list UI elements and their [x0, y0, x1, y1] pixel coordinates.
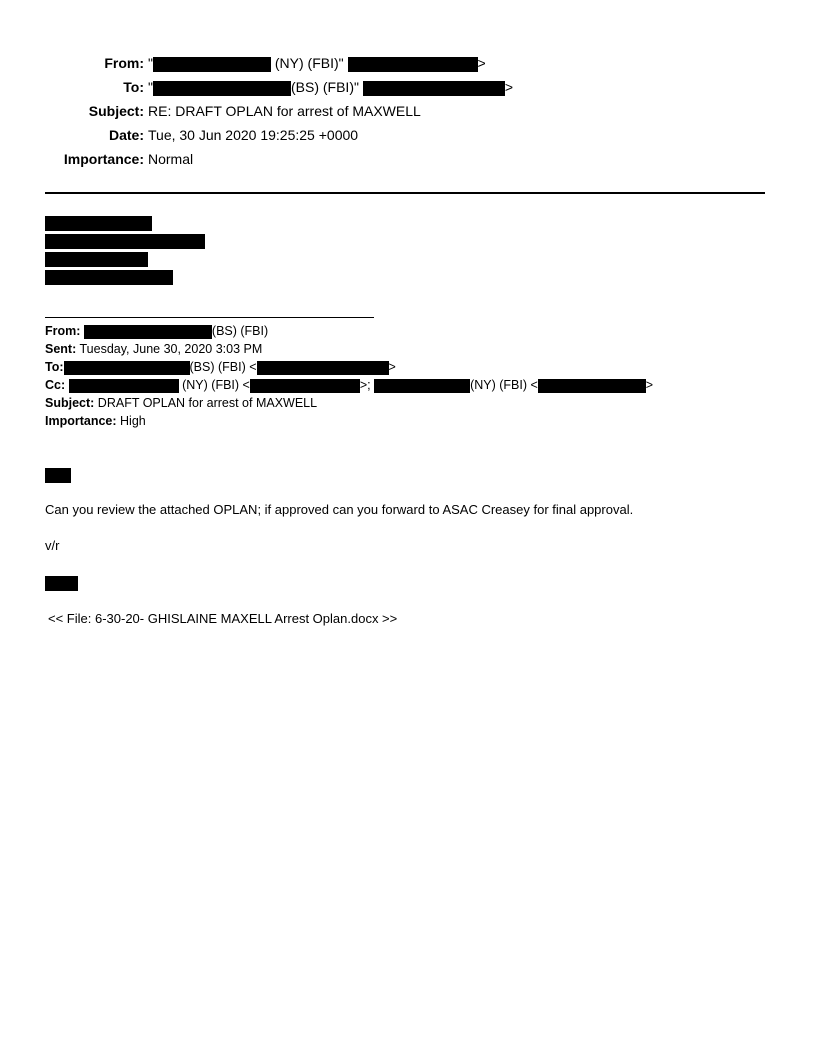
message-signoff: v/r: [45, 538, 60, 553]
importance-value: Normal: [148, 151, 194, 167]
orig-importance-row: Importance: High: [45, 414, 146, 428]
header-divider: [45, 192, 765, 194]
redaction-box: [69, 379, 179, 393]
redaction-box: [45, 576, 78, 591]
redaction-box: [45, 234, 205, 249]
to-value: " (BS) (FBI)" >: [148, 79, 514, 95]
redaction-box: [538, 379, 646, 393]
attachment-reference: << File: 6-30-20- GHISLAINE MAXELL Arrest Oplan.docx >>: [48, 611, 398, 626]
redaction-box: [374, 379, 470, 393]
header-from-row: [0, 52, 760, 74]
message-body: Can you review the attached OPLAN; if approved can you forward to ASAC Creasey for final approval.: [45, 502, 634, 517]
original-message-header: [45, 322, 653, 430]
from-label: From:: [104, 55, 144, 71]
redaction-box: [153, 57, 271, 72]
redaction-box: [348, 57, 478, 72]
header-subject-row: [0, 100, 760, 122]
header-importance-row: [0, 148, 760, 170]
subject-label: Subject:: [88, 103, 144, 119]
redaction-box: [45, 270, 173, 285]
orig-cc-row: Cc: (NY) (FBI) < >; (NY) (FBI) < >: [45, 378, 654, 392]
redaction-box: [84, 325, 212, 339]
redaction-box: [45, 216, 152, 231]
redaction-box: [250, 379, 360, 393]
redaction-box: [45, 252, 148, 267]
orig-sent-row: Sent: Tuesday, June 30, 2020 3:03 PM: [45, 342, 263, 356]
orig-subject-row: Subject: DRAFT OPLAN for arrest of MAXWELL: [45, 396, 318, 410]
subject-value: RE: DRAFT OPLAN for arrest of MAXWELL: [148, 103, 421, 119]
header-date-row: [0, 124, 760, 146]
orig-from-row: From: (BS) (FBI): [45, 324, 269, 338]
redaction-box: [363, 81, 505, 96]
importance-label: Importance:: [63, 151, 144, 167]
redaction-box: [257, 361, 389, 375]
from-value: " (NY) (FBI)" >: [148, 55, 486, 71]
date-value: Tue, 30 Jun 2020 19:25:25 +0000: [148, 127, 359, 143]
quoted-message-separator: [45, 317, 374, 318]
date-label: Date:: [108, 127, 144, 143]
redaction-box: [153, 81, 291, 96]
redaction-box: [45, 468, 71, 483]
header-to-row: [0, 76, 760, 98]
orig-to-row: To: (BS) (FBI) < >: [45, 360, 396, 374]
redaction-box: [64, 361, 190, 375]
to-label: To:: [123, 79, 144, 95]
